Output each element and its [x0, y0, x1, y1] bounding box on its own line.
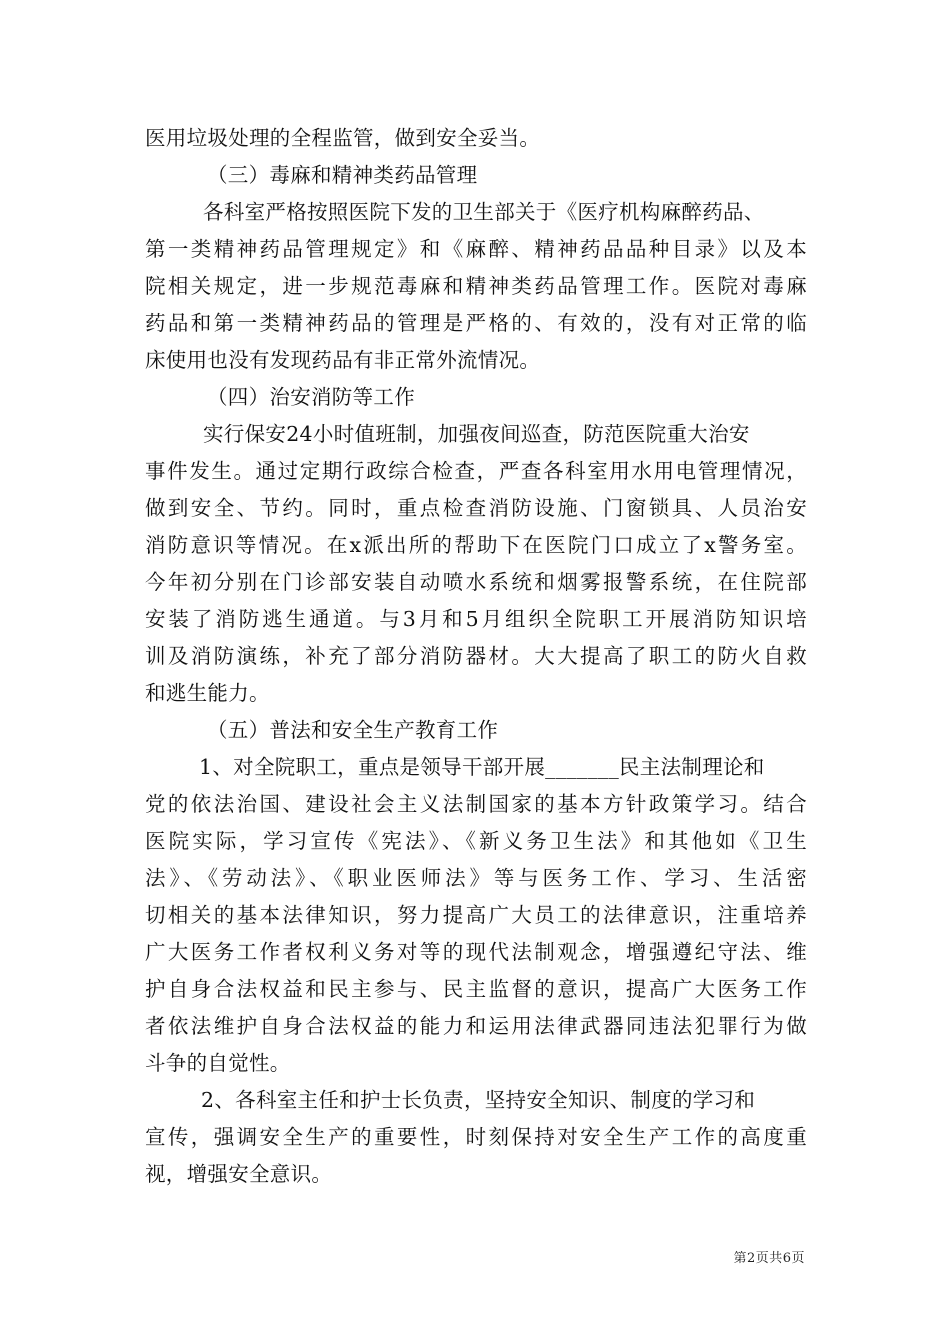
text-line: 事件发生。通过定期行政综合检查，严查各科室用水用电管理情况， — [145, 459, 807, 483]
text-line: 1、对全院职工，重点是领导干部开展_______民主法制理论和 — [199, 755, 765, 779]
section-heading: （三）毒麻和精神类药品管理 — [207, 163, 478, 187]
text-line: 者依法维护自身合法权益的能力和运用法律武器同违法犯罪行为做 — [145, 1014, 807, 1038]
text-line: 安装了消防逃生通道。与3月和5月组织全院职工开展消防知识培 — [145, 607, 807, 631]
text-line: 广大医务工作者权利义务对等的现代法制观念，增强遵纪守法、维 — [145, 940, 807, 964]
text-line: 药品和第一类精神药品的管理是严格的、有效的，没有对正常的临 — [145, 311, 807, 335]
text-line: 今年初分别在门诊部安装自动喷水系统和烟雾报警系统，在住院部 — [145, 570, 807, 594]
page-number: 第2页共6页 — [733, 1251, 805, 1266]
text-line: 消防意识等情况。在x派出所的帮助下在医院门口成立了x警务室。 — [145, 533, 807, 557]
text-line: 切相关的基本法律知识，努力提高广大员工的法律意识，注重培养 — [145, 903, 807, 927]
text-line: 医院实际，学习宣传《宪法》、《新义务卫生法》和其他如《卫生 — [145, 829, 807, 853]
text-line: 视，增强安全意识。 — [145, 1162, 333, 1186]
text-line: 做到安全、节约。同时，重点检查消防设施、门窗锁具、人员治安 — [145, 496, 807, 520]
section-heading: （四）治安消防等工作 — [207, 385, 415, 409]
section-heading: （五）普法和安全生产教育工作 — [207, 718, 499, 742]
text-line: 床使用也没有发现药品有非正常外流情况。 — [145, 348, 541, 372]
text-line: 宣传，强调安全生产的重要性，时刻保持对安全生产工作的高度重 — [145, 1125, 807, 1149]
text-line: 第一类精神药品管理规定》和《麻醉、精神药品品种目录》以及本 — [145, 237, 807, 261]
text-line: 护自身合法权益和民主参与、民主监督的意识，提高广大医务工作 — [145, 977, 807, 1001]
text-line: 训及消防演练，补充了部分消防器材。大大提高了职工的防火自救 — [145, 644, 807, 668]
text-line: 法》、《劳动法》、《职业医师法》等与医务工作、学习、生活密 — [145, 866, 807, 890]
text-line: 医用垃圾处理的全程监管，做到安全妥当。 — [145, 126, 541, 150]
text-line: 斗争的自觉性。 — [145, 1051, 291, 1075]
text-line: 2、各科室主任和护士长负责，坚持安全知识、制度的学习和 — [201, 1088, 756, 1112]
text-line: 和逃生能力。 — [145, 681, 270, 705]
text-line: 院相关规定，进一步规范毒麻和精神类药品管理工作。医院对毒麻 — [145, 274, 807, 298]
text-line: 党的依法治国、建设社会主义法制国家的基本方针政策学习。结合 — [145, 792, 807, 816]
text-line: 实行保安24小时值班制，加强夜间巡查，防范医院重大治安 — [203, 422, 750, 446]
text-line: 各科室严格按照医院下发的卫生部关于《医疗机构麻醉药品、 — [203, 200, 765, 224]
